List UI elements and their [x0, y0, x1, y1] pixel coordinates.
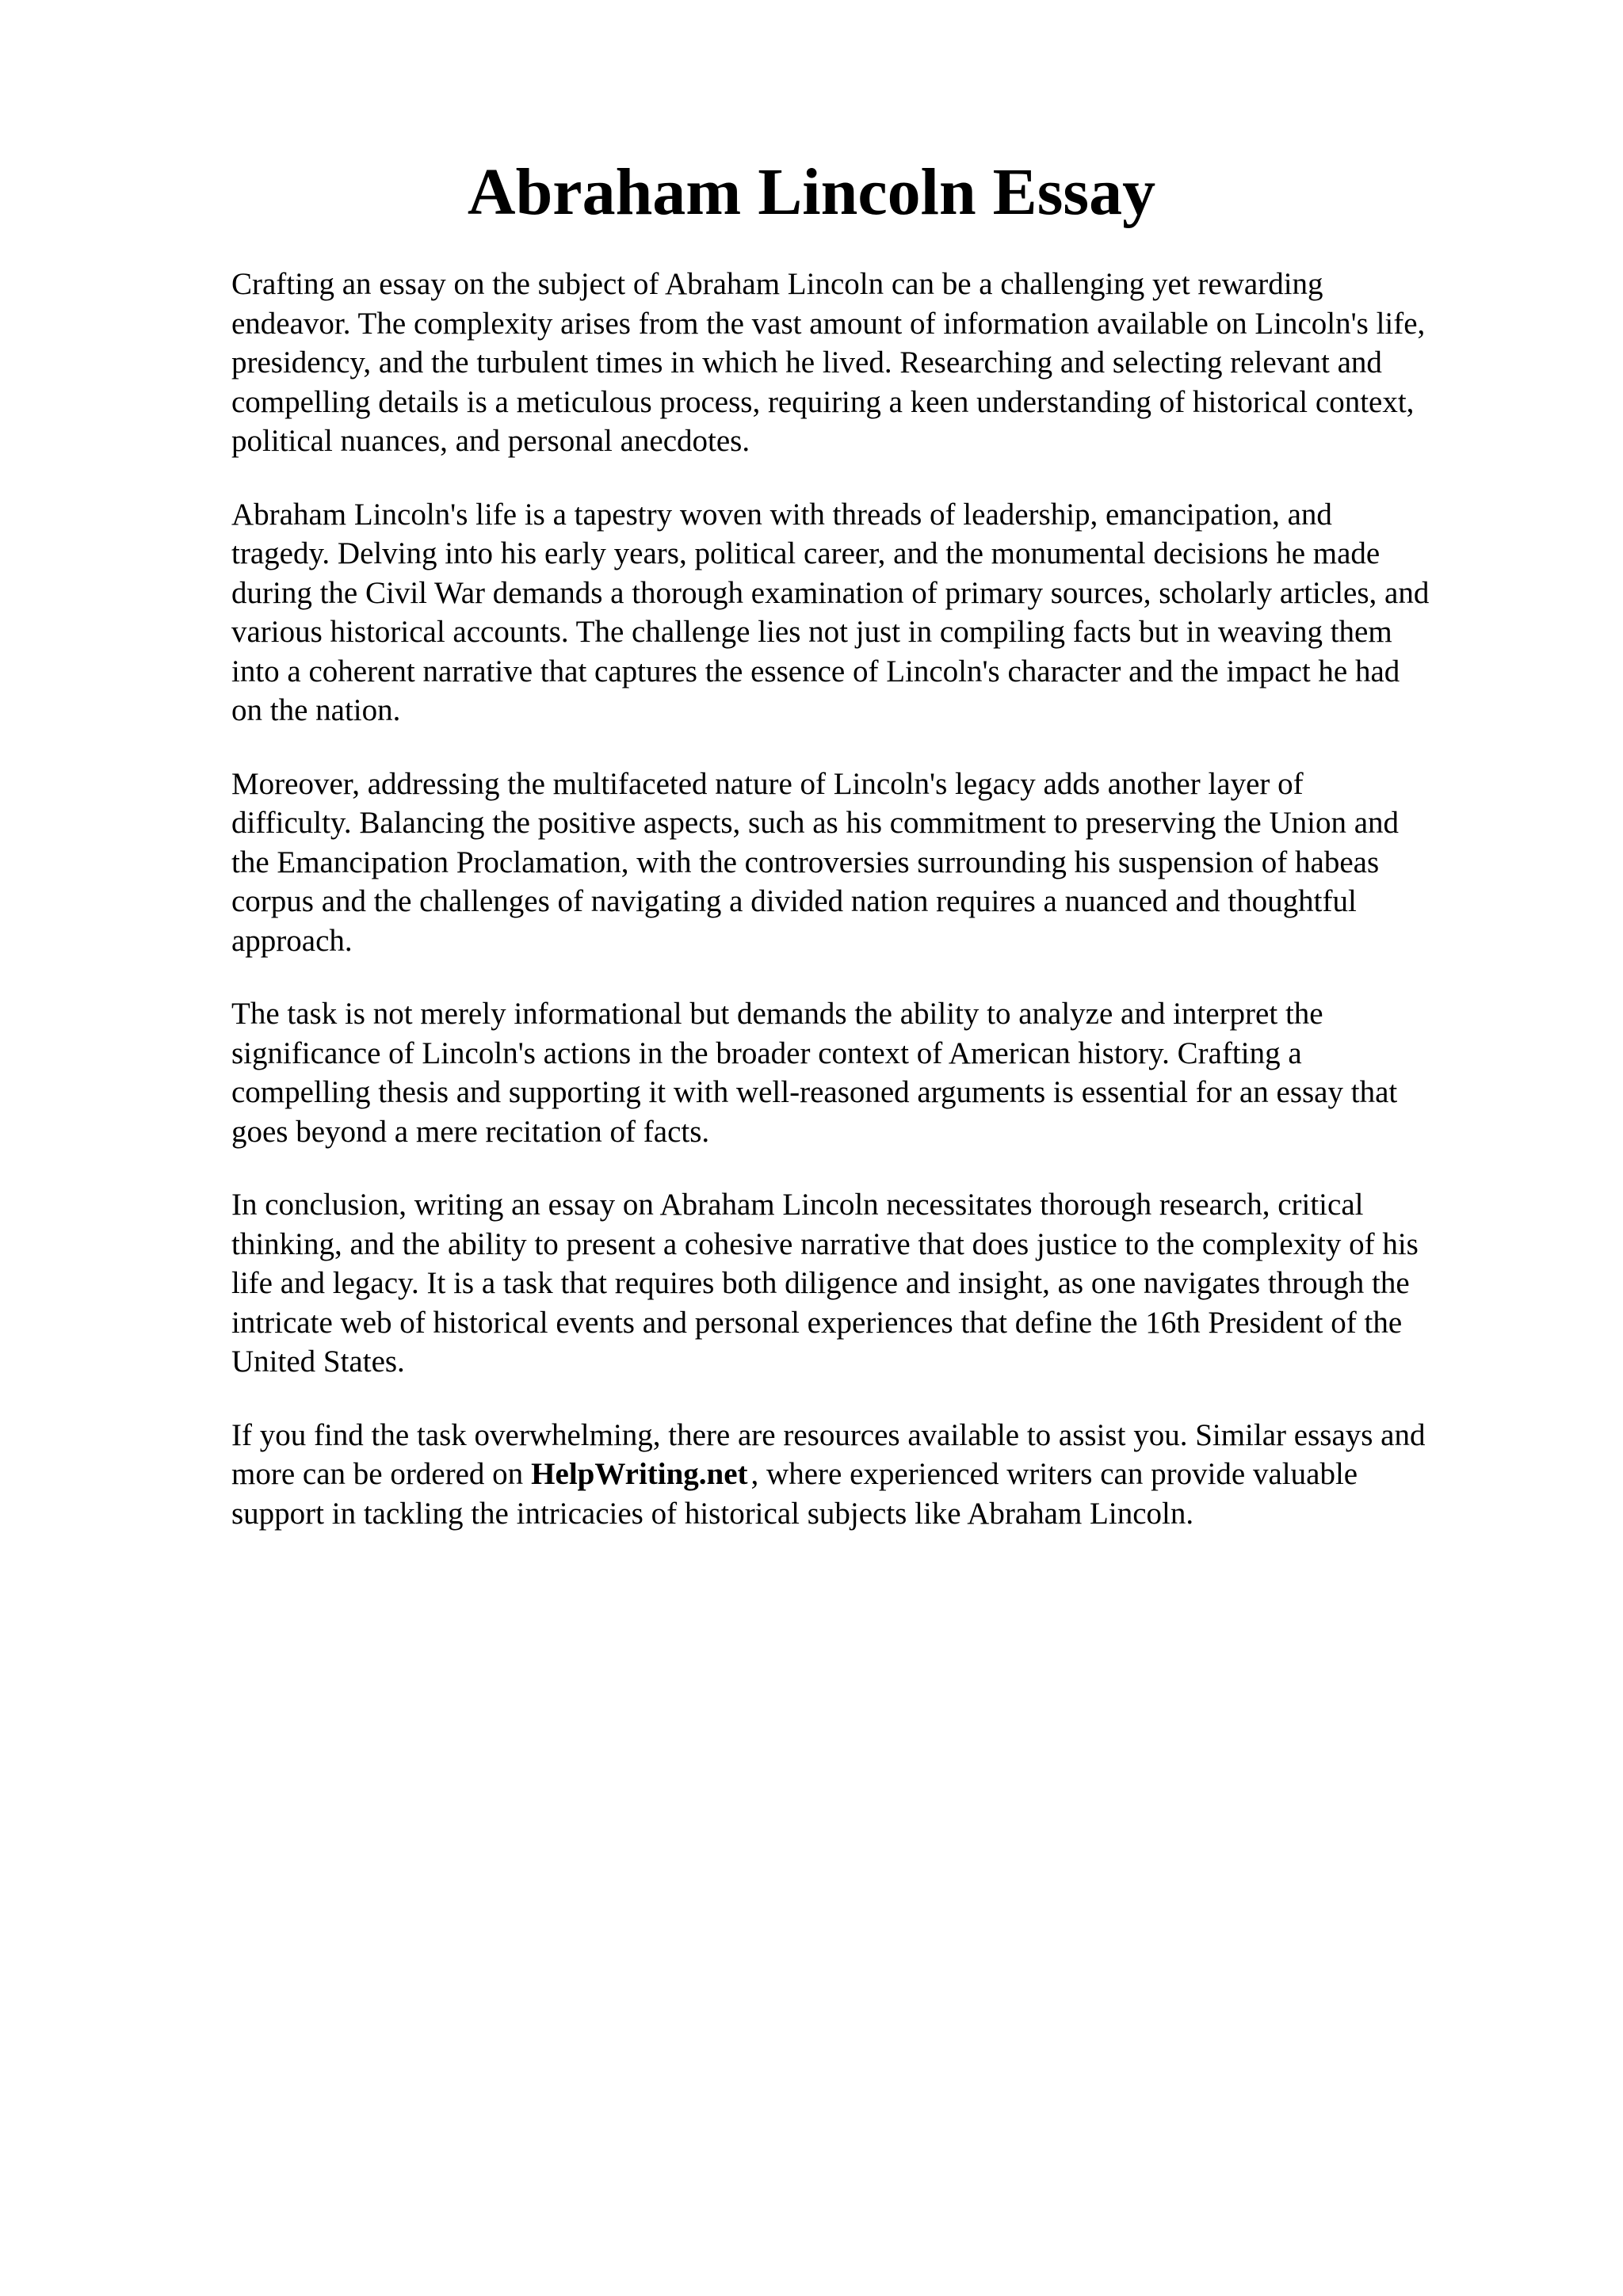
closing-paragraph [231, 1416, 1531, 1534]
paragraph-line: presidency, and the turbulent times in which he lived. Researching and selecting relevant and [231, 345, 1382, 379]
paragraph-1 [231, 265, 1531, 461]
paragraph-line: life and legacy. It is a task that requires both diligence and insight, as one navigates through the [231, 1266, 1410, 1300]
paragraph-line: corpus and the challenges of navigating a divided nation requires a nuanced and thoughtful [231, 884, 1357, 918]
paragraph-5 [231, 1185, 1531, 1382]
paragraph-line: intricate web of historical events and personal experiences that define the 16th President of the [231, 1305, 1403, 1340]
paragraph-line: Moreover, addressing the multifaceted nature of Lincoln's legacy adds another layer of [231, 766, 1304, 801]
paragraph-line: United States. [231, 1344, 405, 1379]
paragraph-line: goes beyond a mere recitation of facts. [231, 1114, 710, 1149]
closing-text-after-link: , where experienced writers can provide valuable [750, 1457, 1358, 1491]
paragraph-line: on the nation. [231, 693, 401, 727]
paragraph-line: compelling thesis and supporting it with well-reasoned arguments is essential for an essay that [231, 1075, 1398, 1109]
paragraph-line: into a coherent narrative that captures the essence of Lincoln's character and the impact he had [231, 654, 1400, 688]
closing-text-before-link: more can be ordered on [231, 1457, 524, 1491]
paragraph-line: If you find the task overwhelming, there are resources available to assist you. Similar essays and [231, 1417, 1426, 1452]
paragraph-line: during the Civil War demands a thorough examination of primary sources, scholarly articles, and [231, 575, 1430, 610]
paragraph-line-with-link [231, 1455, 1531, 1494]
essay-body [231, 265, 1531, 1567]
paragraph-line: the Emancipation Proclamation, with the controversies surrounding his suspension of habeas [231, 845, 1380, 879]
paragraph-line: political nuances, and personal anecdotes. [231, 424, 750, 458]
paragraph-line: endeavor. The complexity arises from the vast amount of information available on Lincoln's life, [231, 306, 1426, 341]
paragraph-line: support in tackling the intricacies of historical subjects like Abraham Lincoln. [231, 1496, 1194, 1531]
paragraph-line: thinking, and the ability to present a cohesive narrative that does justice to the complexity of his [231, 1226, 1419, 1261]
paragraph-line: significance of Lincoln's actions in the broader context of American history. Crafting a [231, 1035, 1302, 1070]
helpwriting-link[interactable]: HelpWriting.net [531, 1457, 748, 1491]
page-title: Abraham Lincoln Essay [467, 155, 1156, 229]
paragraph-line: Crafting an essay on the subject of Abraham Lincoln can be a challenging yet rewarding [231, 267, 1323, 301]
paragraph-line: difficulty. Balancing the positive aspects, such as his commitment to preserving the Union and [231, 806, 1400, 840]
paragraph-2 [231, 495, 1531, 730]
paragraph-3 [231, 765, 1531, 961]
paragraph-line: The task is not merely informational but demands the ability to analyze and interpret the [231, 997, 1323, 1031]
paragraph-line: approach. [231, 923, 353, 958]
paragraph-line: Abraham Lincoln's life is a tapestry woven with threads of leadership, emancipation, and [231, 497, 1332, 532]
paragraph-4 [231, 994, 1531, 1151]
paragraph-line: tragedy. Delving into his early years, political career, and the monumental decisions he made [231, 536, 1381, 570]
paragraph-line: various historical accounts. The challenge lies not just in compiling facts but in weaving them [231, 615, 1392, 649]
paragraph-line: In conclusion, writing an essay on Abraham Lincoln necessitates thorough research, critical [231, 1188, 1364, 1222]
paragraph-line: compelling details is a meticulous process, requiring a keen understanding of historical context, [231, 384, 1415, 419]
